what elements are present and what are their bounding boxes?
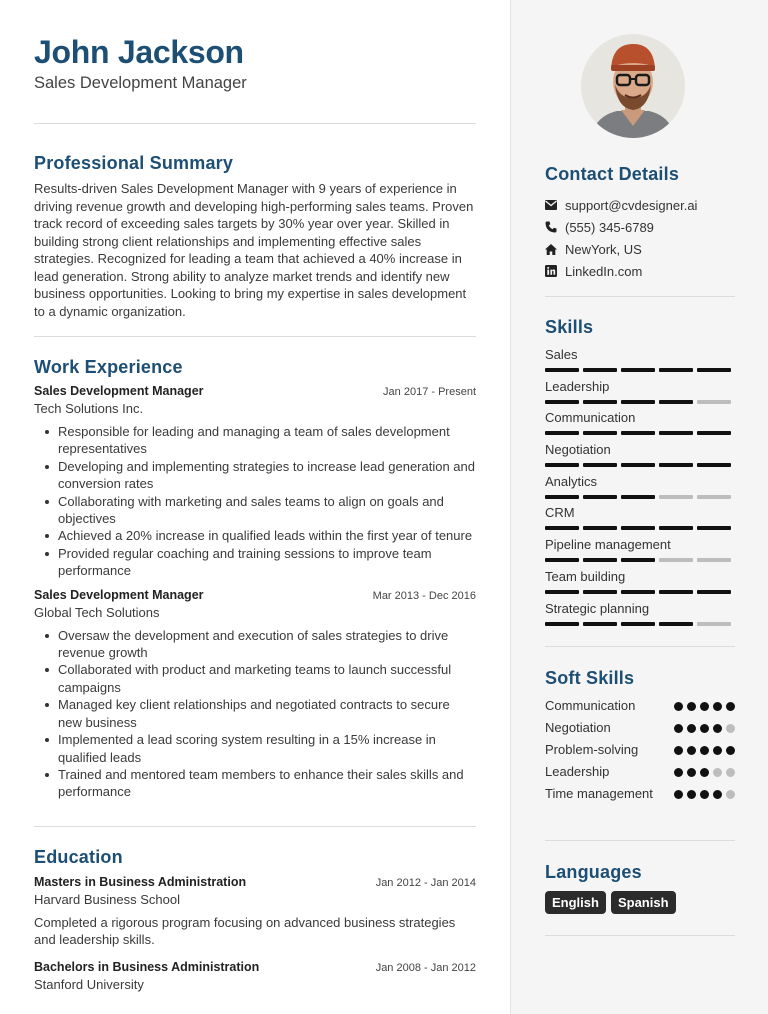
skill-level-segment [545,526,579,530]
school-name: Stanford University [34,976,144,992]
language-badge-english: English [545,891,606,914]
job-company: Tech Solutions Inc. [34,401,144,416]
skill-level-segment [545,431,579,435]
candidate-name: John Jackson [34,34,244,70]
skill-level-segment [545,622,579,626]
skill-level-segment [621,400,655,404]
skill-level-segment [621,431,655,435]
rating-dot [713,790,722,799]
skill-level-segment [583,622,617,626]
bullet-item: Provided regular coaching and training sessions to improve team performance [34,545,476,580]
rating-dot [674,790,683,799]
job-header [34,587,476,604]
skill-level-segment [659,558,693,562]
rating-dot [700,702,709,711]
rating-dot [674,768,683,777]
rating-dot [726,768,735,777]
skill-level-segment [545,463,579,467]
skill-level-segment [545,368,579,372]
soft-skill-rating [670,785,735,803]
skill-level-bar [545,558,735,562]
skill-level-segment [583,495,617,499]
skill-level-segment [697,368,731,372]
job-header [34,383,476,400]
skill-name: Analytics [545,473,598,489]
bullet-item: Achieved a 20% increase in qualified leads within the first year of tenure [34,527,476,544]
skill-item [545,409,735,441]
education-dates: Jan 2008 - Jan 2012 [375,961,476,974]
rating-dot [713,746,722,755]
contact-phone[interactable] [545,216,735,238]
contact-list [545,194,735,282]
skill-level-segment [697,463,731,467]
skill-level-bar [545,526,735,530]
rating-dot [687,724,696,733]
soft-skill-item [545,697,735,715]
skill-item [545,441,735,473]
soft-skill-item [545,763,735,781]
divider [34,826,476,827]
skill-level-segment [697,526,731,530]
skill-level-segment [621,590,655,594]
contact-heading: Contact Details [545,164,680,184]
skill-item [545,346,735,378]
rating-dot [726,702,735,711]
soft-skill-name: Problem-solving [545,742,639,757]
bullet-item: Trained and mentored team members to enhance their sales skills and performance [34,766,476,801]
soft-skills-heading: Soft Skills [545,668,635,688]
skill-name: Communication [545,410,636,426]
soft-skill-item [545,741,735,759]
bullet-item: Oversaw the development and execution of sales strategies to drive revenue growth [34,627,476,662]
job-entry [34,587,476,801]
education-header [34,959,476,976]
contact-location-text: NewYork, US [565,241,642,257]
skill-item [545,473,735,505]
rating-dot [687,702,696,711]
education-entry [34,959,476,993]
soft-skill-name: Time management [545,786,653,801]
divider [545,296,735,297]
education-header [34,874,476,891]
divider [545,935,735,936]
rating-dot [687,790,696,799]
skill-level-segment [697,590,731,594]
skill-name: Team building [545,568,626,584]
soft-skill-item [545,719,735,737]
skill-level-segment [621,558,655,562]
skill-level-segment [621,368,655,372]
skill-level-segment [621,622,655,626]
rating-dot [687,768,696,777]
contact-location [545,238,735,260]
contact-linkedin-text: LinkedIn.com [565,263,643,279]
job-bullets [34,423,476,580]
soft-skill-name: Leadership [545,764,610,779]
job-company: Global Tech Solutions [34,604,160,620]
skill-level-segment [545,495,579,499]
skill-item [545,378,735,410]
rating-dot [700,790,709,799]
bullet-item: Developing and implementing strategies to increase lead generation and conversion rates [34,458,476,493]
soft-skill-rating [670,697,735,715]
skill-level-bar [545,463,735,467]
skill-level-segment [583,590,617,594]
job-title: Sales Development Manager [34,384,204,398]
job-entry [34,383,476,580]
skill-level-segment [697,622,731,626]
skill-level-segment [583,558,617,562]
contact-email[interactable] [545,194,735,216]
rating-dot [674,702,683,711]
skill-name: Sales [545,347,578,362]
skill-level-segment [659,622,693,626]
envelope-icon [545,200,565,210]
summary-heading: Professional Summary [34,153,234,173]
job-title: Sales Development Manager [34,587,204,602]
skill-level-bar [545,622,735,626]
skill-level-segment [659,526,693,530]
candidate-title: Sales Development Manager [34,74,247,92]
soft-skill-name: Negotiation [545,720,611,735]
skill-level-bar [545,368,735,372]
rating-dot [674,746,683,755]
language-badges [545,891,681,914]
skill-level-bar [545,400,735,404]
rating-dot [726,746,735,755]
summary-text: Results-driven Sales Development Manager with 9 years of experience in driving revenue growth and developing high-performing sales teams. Proven track record of exceeding sales targets by 30% year over year. Skilled in building strong client relationships and implementing effective sales strategies. Recognized for leading a team that achieved a 40% increase in lead generation. Strong ability to analyze market trends and identify new business opportunities. Looking to bring my expertise in sales development to a dynamic organization. [34,181,474,319]
skill-item [545,600,735,632]
bullet-item: Managed key client relationships and negotiated contracts to secure new business [34,696,476,731]
skill-level-segment [545,558,579,562]
experience-heading: Work Experience [34,357,183,377]
job-dates: Jan 2017 - Present [383,386,476,398]
skill-level-bar [545,495,735,499]
skill-level-segment [697,400,731,404]
education-entry [34,874,476,949]
skills-list [545,346,735,631]
degree-title: Masters in Business Administration [34,874,247,889]
skill-level-segment [697,495,731,499]
skill-level-segment [583,368,617,372]
soft-skill-item [545,785,735,803]
skill-level-segment [545,400,579,404]
skill-level-segment [697,431,731,435]
linkedin-icon [545,265,565,277]
skill-name: Pipeline management [545,537,671,553]
skill-name: Strategic planning [545,600,650,616]
skill-level-segment [583,400,617,404]
soft-skill-name: Communication [545,698,636,713]
skill-level-segment [545,590,579,594]
rating-dot [674,724,683,733]
job-dates: Mar 2013 - Dec 2016 [372,589,476,602]
skill-level-segment [659,368,693,372]
skill-name: Negotiation [545,442,611,458]
contact-email-text: support@cvdesigner.ai [565,197,698,213]
skill-level-segment [621,526,655,530]
skill-name: CRM [545,505,575,521]
skill-item [545,568,735,600]
rating-dot [700,768,709,777]
skill-name: Leadership [545,378,610,394]
job-bullets [34,627,476,801]
home-icon [545,244,565,255]
profile-photo-image [581,34,685,138]
skills-heading: Skills [545,317,594,337]
soft-skill-rating [670,741,735,759]
rating-dot [713,724,722,733]
soft-skill-rating [670,719,735,737]
school-name: Harvard Business School [34,891,180,907]
rating-dot [726,724,735,733]
education-description: Completed a rigorous program focusing on advanced business strategies and leadership skills. [34,914,456,948]
skill-level-segment [659,590,693,594]
languages-heading: Languages [545,862,642,882]
degree-title: Bachelors in Business Administration [34,959,260,974]
soft-skill-rating [670,763,735,781]
education-heading: Education [34,846,123,867]
skill-level-segment [621,463,655,467]
skill-level-segment [659,495,693,499]
skill-level-segment [583,526,617,530]
divider [34,336,476,337]
sidebar [510,0,768,1014]
divider [545,646,735,647]
rating-dot [713,702,722,711]
skill-level-segment [697,558,731,562]
skill-level-bar [545,431,735,435]
language-badge-spanish: Spanish [611,891,676,914]
education-dates: Jan 2012 - Jan 2014 [375,876,476,889]
skill-item [545,504,735,536]
skill-level-bar [545,590,735,594]
skill-level-segment [659,431,693,435]
rating-dot [713,768,722,777]
skill-level-segment [583,463,617,467]
contact-linkedin[interactable] [545,260,735,282]
divider [545,840,735,841]
skill-level-segment [659,400,693,404]
rating-dot [687,746,696,755]
rating-dot [726,790,735,799]
bullet-item: Collaborating with marketing and sales teams to align on goals and objectives [34,493,476,528]
rating-dot [700,746,709,755]
soft-skills-list [545,697,735,807]
bullet-item: Responsible for leading and managing a team of sales development representatives [34,423,476,458]
skill-level-segment [621,495,655,499]
bullet-item: Collaborated with product and marketing teams to launch successful campaigns [34,661,476,696]
skill-level-segment [583,431,617,435]
bullet-item: Implemented a lead scoring system resulting in a 15% increase in qualified leads [34,731,476,766]
skill-item [545,536,735,568]
skill-level-segment [659,463,693,467]
phone-icon [545,221,565,233]
rating-dot [700,724,709,733]
divider [34,123,476,124]
contact-phone-text: (555) 345-6789 [565,219,654,235]
profile-photo [581,34,685,138]
